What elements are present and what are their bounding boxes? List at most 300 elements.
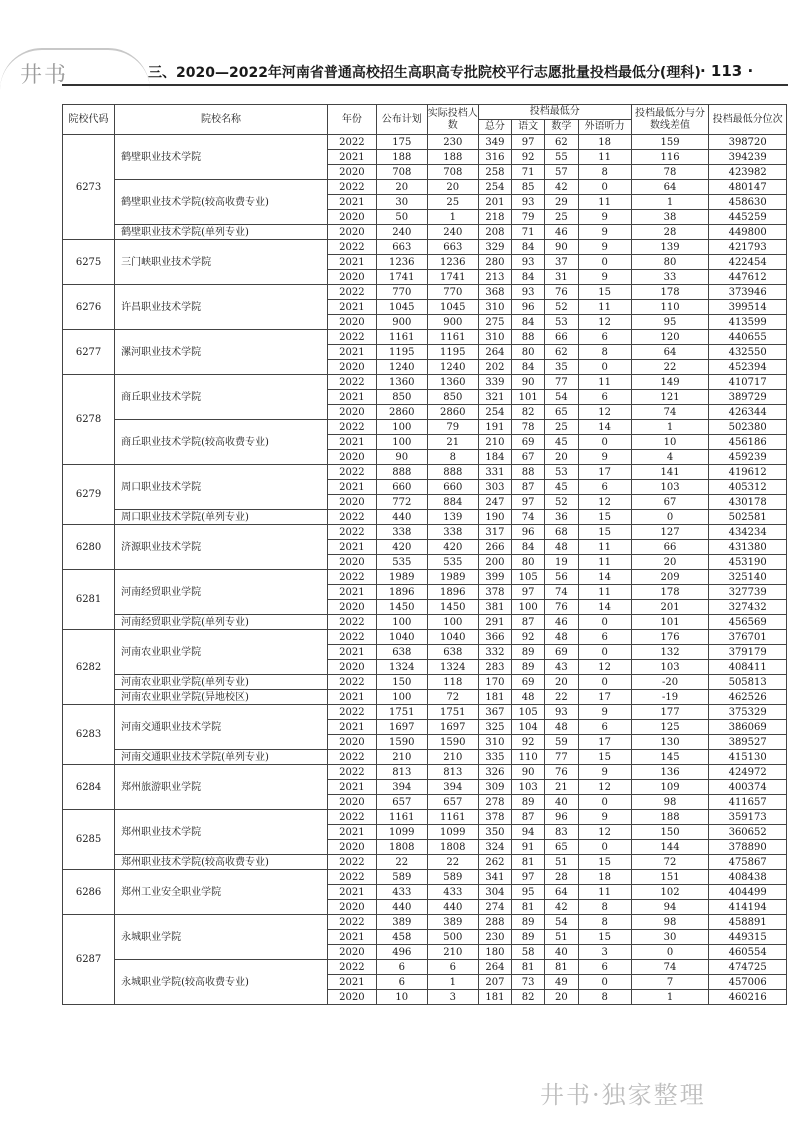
diff-cell: 103	[631, 480, 709, 495]
diff-cell: 101	[631, 615, 709, 630]
rank-cell: 449315	[709, 930, 787, 945]
diff-cell: 38	[631, 210, 709, 225]
school-code-cell: 6281	[63, 570, 115, 630]
year-cell: 2020	[327, 270, 376, 285]
table-row	[63, 225, 787, 240]
math-cell: 83	[545, 825, 578, 840]
diff-cell: 98	[631, 795, 709, 810]
chinese-cell: 105	[512, 705, 545, 720]
actual-cell: 535	[427, 555, 478, 570]
english-cell: 9	[578, 240, 631, 255]
actual-cell: 500	[427, 930, 478, 945]
diff-cell: 130	[631, 735, 709, 750]
plan-cell: 1324	[376, 660, 427, 675]
rank-cell: 459239	[709, 450, 787, 465]
year-cell: 2022	[327, 750, 376, 765]
actual-cell: 1195	[427, 345, 478, 360]
school-name-cell: 周口职业技术学院(单列专业)	[115, 510, 328, 525]
col-header-diff: 投档最低分与分数线差值	[631, 105, 709, 135]
actual-cell: 79	[427, 420, 478, 435]
diff-cell: 33	[631, 270, 709, 285]
chinese-cell: 90	[512, 765, 545, 780]
year-cell: 2022	[327, 915, 376, 930]
actual-cell: 1240	[427, 360, 478, 375]
math-cell: 77	[545, 375, 578, 390]
school-name-cell: 商丘职业技术学院(较高收费专业)	[115, 420, 328, 465]
year-cell: 2022	[327, 810, 376, 825]
english-cell: 12	[578, 405, 631, 420]
english-cell: 9	[578, 765, 631, 780]
school-code-cell: 6277	[63, 330, 115, 375]
chinese-cell: 93	[512, 195, 545, 210]
watermark-text: 井书·独家整理	[540, 1081, 706, 1109]
math-cell: 35	[545, 360, 578, 375]
diff-cell: 178	[631, 585, 709, 600]
school-name-cell: 河南农业职业学院(异地校区)	[115, 690, 328, 705]
chinese-cell: 93	[512, 285, 545, 300]
chinese-cell: 80	[512, 555, 545, 570]
diff-cell: 64	[631, 345, 709, 360]
year-cell: 2020	[327, 165, 376, 180]
plan-cell: 210	[376, 750, 427, 765]
english-cell: 17	[578, 465, 631, 480]
actual-cell: 100	[427, 615, 478, 630]
chinese-cell: 97	[512, 870, 545, 885]
total-cell: 349	[478, 135, 511, 150]
rank-cell: 421793	[709, 240, 787, 255]
math-cell: 45	[545, 480, 578, 495]
header-rule	[62, 84, 788, 86]
english-cell: 6	[578, 960, 631, 975]
table-row	[63, 915, 787, 930]
actual-cell: 21	[427, 435, 478, 450]
chinese-cell: 84	[512, 540, 545, 555]
actual-cell: 22	[427, 855, 478, 870]
total-cell: 332	[478, 645, 511, 660]
diff-cell: 102	[631, 885, 709, 900]
plan-cell: 813	[376, 765, 427, 780]
english-cell: 0	[578, 255, 631, 270]
math-cell: 54	[545, 915, 578, 930]
chinese-cell: 88	[512, 465, 545, 480]
chinese-cell: 89	[512, 660, 545, 675]
english-cell: 15	[578, 750, 631, 765]
school-code-cell: 6285	[63, 810, 115, 870]
plan-cell: 2860	[376, 405, 427, 420]
math-cell: 51	[545, 855, 578, 870]
page-title: 三、2020—2022年河南省普通高校招生高职高专批院校平行志愿批量投档最低分(理科)	[148, 65, 701, 81]
rank-cell: 453190	[709, 555, 787, 570]
actual-cell: 420	[427, 540, 478, 555]
year-cell: 2022	[327, 705, 376, 720]
chinese-cell: 110	[512, 750, 545, 765]
plan-cell: 6	[376, 960, 427, 975]
table-row	[63, 420, 787, 435]
chinese-cell: 96	[512, 300, 545, 315]
math-cell: 21	[545, 780, 578, 795]
chinese-cell: 92	[512, 735, 545, 750]
english-cell: 11	[578, 300, 631, 315]
diff-cell: 120	[631, 330, 709, 345]
rank-cell: 422454	[709, 255, 787, 270]
school-code-cell: 6278	[63, 375, 115, 465]
rank-cell: 505813	[709, 675, 787, 690]
rank-cell: 474725	[709, 960, 787, 975]
chinese-cell: 78	[512, 420, 545, 435]
plan-cell: 394	[376, 780, 427, 795]
math-cell: 42	[545, 180, 578, 195]
english-cell: 9	[578, 225, 631, 240]
total-cell: 218	[478, 210, 511, 225]
total-cell: 278	[478, 795, 511, 810]
math-cell: 56	[545, 570, 578, 585]
plan-cell: 1360	[376, 375, 427, 390]
math-cell: 57	[545, 165, 578, 180]
total-cell: 378	[478, 585, 511, 600]
chinese-cell: 81	[512, 900, 545, 915]
chinese-cell: 84	[512, 270, 545, 285]
table-row	[63, 615, 787, 630]
school-name-cell: 许昌职业技术学院	[115, 285, 328, 330]
actual-cell: 708	[427, 165, 478, 180]
rank-cell: 426344	[709, 405, 787, 420]
year-cell: 2020	[327, 495, 376, 510]
english-cell: 15	[578, 855, 631, 870]
english-cell: 18	[578, 135, 631, 150]
chinese-cell: 94	[512, 825, 545, 840]
actual-cell: 1360	[427, 375, 478, 390]
year-cell: 2021	[327, 435, 376, 450]
actual-cell: 663	[427, 240, 478, 255]
year-cell: 2021	[327, 540, 376, 555]
math-cell: 22	[545, 690, 578, 705]
actual-cell: 1697	[427, 720, 478, 735]
chinese-cell: 101	[512, 390, 545, 405]
plan-cell: 663	[376, 240, 427, 255]
rank-cell: 373946	[709, 285, 787, 300]
diff-cell: 110	[631, 300, 709, 315]
plan-cell: 660	[376, 480, 427, 495]
english-cell: 3	[578, 945, 631, 960]
year-cell: 2022	[327, 765, 376, 780]
english-cell: 11	[578, 885, 631, 900]
plan-cell: 440	[376, 510, 427, 525]
col-header-year: 年份	[327, 105, 376, 135]
rank-cell: 480147	[709, 180, 787, 195]
total-cell: 258	[478, 165, 511, 180]
total-cell: 202	[478, 360, 511, 375]
diff-cell: -20	[631, 675, 709, 690]
diff-cell: 188	[631, 810, 709, 825]
rank-cell: 413599	[709, 315, 787, 330]
rank-cell: 502380	[709, 420, 787, 435]
actual-cell: 210	[427, 945, 478, 960]
school-name-cell: 济源职业技术学院	[115, 525, 328, 570]
english-cell: 14	[578, 570, 631, 585]
total-cell: 266	[478, 540, 511, 555]
total-cell: 181	[478, 690, 511, 705]
rank-cell: 430178	[709, 495, 787, 510]
math-cell: 76	[545, 600, 578, 615]
table-row	[63, 690, 787, 705]
plan-cell: 150	[376, 675, 427, 690]
english-cell: 6	[578, 630, 631, 645]
math-cell: 40	[545, 795, 578, 810]
rank-cell: 398720	[709, 135, 787, 150]
english-cell: 12	[578, 780, 631, 795]
diff-cell: 141	[631, 465, 709, 480]
math-cell: 65	[545, 840, 578, 855]
year-cell: 2021	[327, 345, 376, 360]
school-code-cell: 6280	[63, 525, 115, 570]
diff-cell: 94	[631, 900, 709, 915]
school-name-cell: 河南经贸职业学院(单列专业)	[115, 615, 328, 630]
year-cell: 2021	[327, 885, 376, 900]
school-name-cell: 郑州旅游职业学院	[115, 765, 328, 810]
math-cell: 52	[545, 495, 578, 510]
actual-cell: 900	[427, 315, 478, 330]
english-cell: 9	[578, 810, 631, 825]
total-cell: 368	[478, 285, 511, 300]
rank-cell: 460554	[709, 945, 787, 960]
chinese-cell: 91	[512, 840, 545, 855]
chinese-cell: 87	[512, 480, 545, 495]
rank-cell: 375329	[709, 705, 787, 720]
plan-cell: 100	[376, 420, 427, 435]
rank-cell: 410717	[709, 375, 787, 390]
diff-cell: 201	[631, 600, 709, 615]
actual-cell: 8	[427, 450, 478, 465]
math-cell: 25	[545, 210, 578, 225]
year-cell: 2022	[327, 960, 376, 975]
plan-cell: 589	[376, 870, 427, 885]
year-cell: 2020	[327, 600, 376, 615]
chinese-cell: 71	[512, 165, 545, 180]
rank-cell: 502581	[709, 510, 787, 525]
actual-cell: 1808	[427, 840, 478, 855]
actual-cell: 638	[427, 645, 478, 660]
chinese-cell: 84	[512, 360, 545, 375]
plan-cell: 100	[376, 615, 427, 630]
plan-cell: 175	[376, 135, 427, 150]
chinese-cell: 87	[512, 615, 545, 630]
rank-cell: 411657	[709, 795, 787, 810]
english-cell: 8	[578, 915, 631, 930]
chinese-cell: 105	[512, 570, 545, 585]
english-cell: 9	[578, 270, 631, 285]
english-cell: 12	[578, 315, 631, 330]
plan-cell: 22	[376, 855, 427, 870]
chinese-cell: 92	[512, 150, 545, 165]
actual-cell: 1099	[427, 825, 478, 840]
year-cell: 2021	[327, 390, 376, 405]
actual-cell: 389	[427, 915, 478, 930]
rank-cell: 399514	[709, 300, 787, 315]
school-code-cell: 6282	[63, 630, 115, 705]
actual-cell: 118	[427, 675, 478, 690]
chinese-cell: 84	[512, 240, 545, 255]
total-cell: 190	[478, 510, 511, 525]
col-header-plan: 公布计划	[376, 105, 427, 135]
english-cell: 11	[578, 540, 631, 555]
chinese-cell: 79	[512, 210, 545, 225]
school-name-cell: 河南农业职业学院(单列专业)	[115, 675, 328, 690]
math-cell: 40	[545, 945, 578, 960]
diff-cell: -19	[631, 690, 709, 705]
diff-cell: 121	[631, 390, 709, 405]
actual-cell: 770	[427, 285, 478, 300]
total-cell: 310	[478, 735, 511, 750]
actual-cell: 888	[427, 465, 478, 480]
total-cell: 208	[478, 225, 511, 240]
plan-cell: 420	[376, 540, 427, 555]
table-row	[63, 135, 787, 150]
math-cell: 52	[545, 300, 578, 315]
total-cell: 288	[478, 915, 511, 930]
total-cell: 283	[478, 660, 511, 675]
diff-cell: 0	[631, 945, 709, 960]
math-cell: 68	[545, 525, 578, 540]
year-cell: 2021	[327, 690, 376, 705]
total-cell: 326	[478, 765, 511, 780]
actual-cell: 1040	[427, 630, 478, 645]
plan-cell: 6	[376, 975, 427, 990]
chinese-cell: 97	[512, 135, 545, 150]
total-cell: 399	[478, 570, 511, 585]
total-cell: 181	[478, 990, 511, 1005]
english-cell: 6	[578, 330, 631, 345]
year-cell: 2022	[327, 630, 376, 645]
math-cell: 54	[545, 390, 578, 405]
col-header-actual: 实际投档人数	[427, 105, 478, 135]
chinese-cell: 67	[512, 450, 545, 465]
chinese-cell: 92	[512, 630, 545, 645]
english-cell: 0	[578, 645, 631, 660]
english-cell: 9	[578, 210, 631, 225]
english-cell: 8	[578, 900, 631, 915]
english-cell: 0	[578, 975, 631, 990]
plan-cell: 1195	[376, 345, 427, 360]
english-cell: 0	[578, 435, 631, 450]
total-cell: 191	[478, 420, 511, 435]
actual-cell: 1161	[427, 810, 478, 825]
rank-cell: 389527	[709, 735, 787, 750]
rank-cell: 414194	[709, 900, 787, 915]
total-cell: 254	[478, 180, 511, 195]
year-cell: 2022	[327, 855, 376, 870]
math-cell: 93	[545, 705, 578, 720]
total-cell: 254	[478, 405, 511, 420]
rank-cell: 360652	[709, 825, 787, 840]
rank-cell: 456569	[709, 615, 787, 630]
total-cell: 339	[478, 375, 511, 390]
diff-cell: 136	[631, 765, 709, 780]
english-cell: 11	[578, 555, 631, 570]
math-cell: 20	[545, 675, 578, 690]
english-cell: 9	[578, 705, 631, 720]
actual-cell: 660	[427, 480, 478, 495]
total-cell: 207	[478, 975, 511, 990]
rank-cell: 462526	[709, 690, 787, 705]
year-cell: 2021	[327, 480, 376, 495]
total-cell: 262	[478, 855, 511, 870]
diff-cell: 1	[631, 420, 709, 435]
plan-cell: 433	[376, 885, 427, 900]
chinese-cell: 87	[512, 810, 545, 825]
rank-cell: 419612	[709, 465, 787, 480]
school-name-cell: 鹤壁职业技术学院(较高收费专业)	[115, 180, 328, 225]
rank-cell: 449800	[709, 225, 787, 240]
school-code-cell: 6284	[63, 765, 115, 810]
diff-cell: 28	[631, 225, 709, 240]
english-cell: 11	[578, 585, 631, 600]
diff-cell: 109	[631, 780, 709, 795]
plan-cell: 20	[376, 180, 427, 195]
english-cell: 0	[578, 840, 631, 855]
year-cell: 2021	[327, 255, 376, 270]
math-cell: 64	[545, 885, 578, 900]
english-cell: 12	[578, 495, 631, 510]
year-cell: 2020	[327, 900, 376, 915]
rank-cell: 400374	[709, 780, 787, 795]
total-cell: 304	[478, 885, 511, 900]
total-cell: 264	[478, 345, 511, 360]
plan-cell: 900	[376, 315, 427, 330]
plan-cell: 1741	[376, 270, 427, 285]
plan-cell: 535	[376, 555, 427, 570]
diff-cell: 209	[631, 570, 709, 585]
col-header-min-group: 投档最低分	[478, 105, 631, 120]
diff-cell: 178	[631, 285, 709, 300]
math-cell: 62	[545, 135, 578, 150]
diff-cell: 1	[631, 990, 709, 1005]
english-cell: 15	[578, 510, 631, 525]
school-name-cell: 漯河职业技术学院	[115, 330, 328, 375]
diff-cell: 95	[631, 315, 709, 330]
total-cell: 264	[478, 960, 511, 975]
english-cell: 8	[578, 165, 631, 180]
english-cell: 0	[578, 675, 631, 690]
school-name-cell: 三门峡职业技术学院	[115, 240, 328, 285]
diff-cell: 139	[631, 240, 709, 255]
diff-cell: 78	[631, 165, 709, 180]
year-cell: 2021	[327, 195, 376, 210]
rank-cell: 378890	[709, 840, 787, 855]
actual-cell: 850	[427, 390, 478, 405]
plan-cell: 1040	[376, 630, 427, 645]
actual-cell: 139	[427, 510, 478, 525]
total-cell: 335	[478, 750, 511, 765]
plan-cell: 708	[376, 165, 427, 180]
year-cell: 2020	[327, 405, 376, 420]
table-row	[63, 570, 787, 585]
col-header-math: 数学	[545, 120, 578, 135]
english-cell: 11	[578, 195, 631, 210]
english-cell: 8	[578, 345, 631, 360]
school-name-cell: 河南交通职业技术学院	[115, 705, 328, 750]
math-cell: 74	[545, 585, 578, 600]
rank-cell: 452394	[709, 360, 787, 375]
math-cell: 20	[545, 450, 578, 465]
chinese-cell: 69	[512, 435, 545, 450]
english-cell: 6	[578, 390, 631, 405]
year-cell: 2020	[327, 660, 376, 675]
rank-cell: 404499	[709, 885, 787, 900]
actual-cell: 1741	[427, 270, 478, 285]
diff-cell: 149	[631, 375, 709, 390]
total-cell: 184	[478, 450, 511, 465]
actual-cell: 657	[427, 795, 478, 810]
